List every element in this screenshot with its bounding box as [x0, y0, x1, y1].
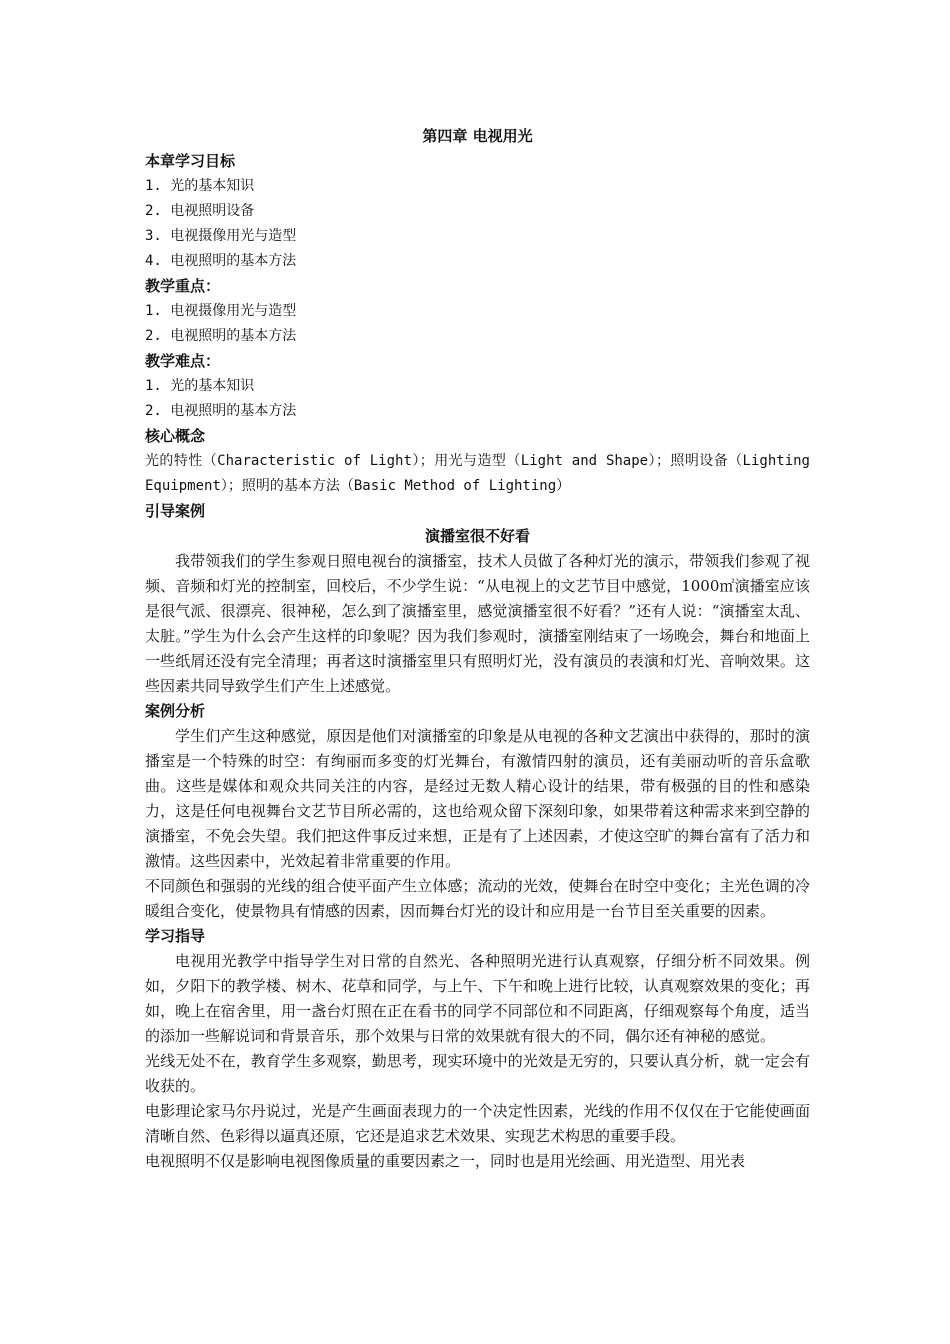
core-concepts-text: 光的特性（Characteristic of Light）；用光与造型（Light and Shape）；照明设备（Lighting Equipment）；照明的基本方法（Basic Method of Lighting） — [145, 453, 810, 494]
objective-item: 3. 电视摄像用光与造型 — [145, 228, 297, 244]
case-analysis-paragraph: 学生们产生这种感觉，原因是他们对演播室的印象是从电视的各种文艺演出中获得的，那时的演播室是一个特殊的时空：有绚丽而多变的灯光舞台，有激情四射的演员，还有美丽动听的音乐盒歌曲。这些是媒体和观众共同关注的内容，是经过无数人精心设计的结果，带有极强的目的性和感染力，这是任何电视舞台文艺节目所必需的，这也给观众留下深刻印象，如果带着这种需求来到空静的演播室，不免会失望。我们把这件事反过来想，正是有了上述因素，才使这空旷的舞台富有了活力和激情。这些因素中，光效起着非常重要的作用。 — [145, 727, 810, 870]
key-point-item: 2. 电视照明的基本方法 — [145, 328, 297, 344]
document-page — [145, 124, 810, 1174]
core-concepts-heading: 核心概念 — [145, 427, 206, 445]
guide-case-subtitle: 演播室很不好看 — [424, 527, 530, 545]
study-guide-paragraph: 光线无处不在，教育学生多观察，勤思考，现实环境中的光效是无穷的，只要认真分析，就一定会有收获的。 — [145, 1052, 810, 1095]
study-guide-paragraph: 电视用光教学中指导学生对日常的自然光、各种照明光进行认真观察，仔细分析不同效果。例如，夕阳下的教学楼、树木、花草和同学，与上午、下午和晚上进行比较，认真观察效果的变化；再如，晚上在宿舍里，用一盏台灯照在正在看书的同学不同部位和不同距离，仔细观察每个角度，适当的添加一些解说词和背景音乐，那个效果与日常的效果就有很大的不同，偶尔还有神秘的感觉。 — [145, 952, 810, 1045]
difficulties-heading: 教学难点： — [145, 352, 221, 370]
case-analysis-paragraph: 不同颜色和强弱的光线的组合使平面产生立体感；流动的光效，使舞台在时空中变化；主光色调的冷暖组合变化，使景物具有情感的因素，因而舞台灯光的设计和应用是一台节目至关重要的因素。 — [145, 877, 810, 920]
key-points-heading: 教学重点： — [145, 277, 221, 295]
objective-item: 2. 电视照明设备 — [145, 203, 255, 219]
case-analysis-heading: 案例分析 — [145, 702, 206, 720]
difficulty-item: 1. 光的基本知识 — [145, 378, 255, 394]
study-guide-heading: 学习指导 — [145, 927, 206, 945]
key-point-item: 1. 电视摄像用光与造型 — [145, 303, 297, 319]
objective-item: 4. 电视照明的基本方法 — [145, 253, 297, 269]
objectives-heading: 本章学习目标 — [145, 152, 236, 170]
chapter-title: 第四章 电视用光 — [422, 127, 533, 145]
guide-case-text: 我带领我们的学生参观日照电视台的演播室，技术人员做了各种灯光的演示，带领我们参观了视频、音频和灯光的控制室，回校后，不少学生说：“从电视上的文艺节目中感觉，1000㎡演播室应该是很气派、很漂亮、很神秘，怎么到了演播室里，感觉演播室很不好看？”还有人说：“演播室太乱、太脏。”学生为什么会产生这样的印象呢？因为我们参观时，演播室刚结束了一场晚会，舞台和地面上一些纸屑还没有完全清理；再者这时演播室里只有照明灯光，没有演员的表演和灯光、音响效果。这些因素共同导致学生们产生上述感觉。 — [145, 552, 810, 695]
study-guide-paragraph: 电视照明不仅是影响电视图像质量的重要因素之一，同时也是用光绘画、用光造型、用光表 — [145, 1152, 746, 1170]
guide-case-heading: 引导案例 — [145, 502, 206, 520]
study-guide-paragraph: 电影理论家马尔丹说过，光是产生画面表现力的一个决定性因素，光线的作用不仅仅在于它能使画面清晰自然、色彩得以逼真还原，它还是追求艺术效果、实现艺术构思的重要手段。 — [145, 1102, 810, 1145]
difficulty-item: 2. 电视照明的基本方法 — [145, 403, 297, 419]
objective-item: 1. 光的基本知识 — [145, 178, 255, 194]
